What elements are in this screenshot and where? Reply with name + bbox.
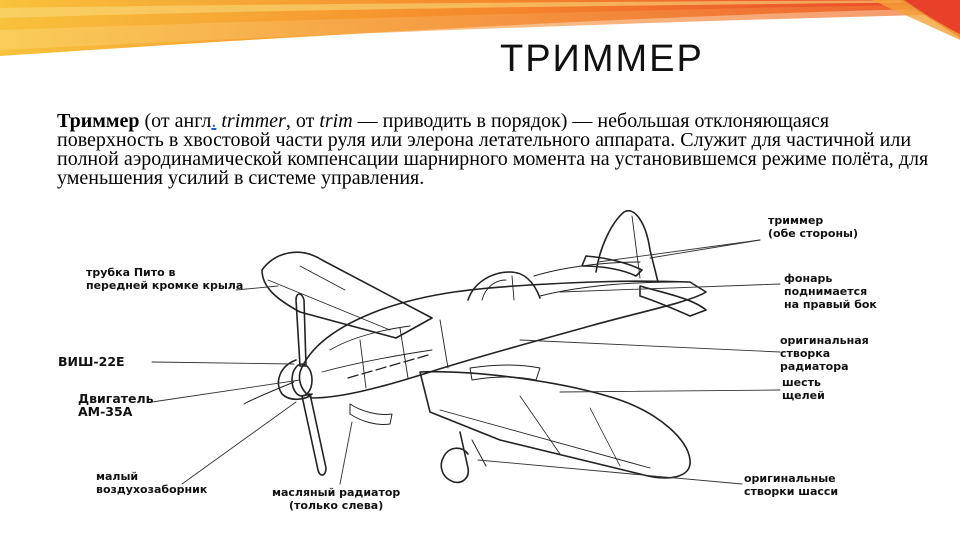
label-line: створки шасси xyxy=(744,485,839,498)
label-line: Двигатель xyxy=(78,391,154,406)
label-engine xyxy=(78,392,154,418)
label-line: на правый бок xyxy=(784,298,877,311)
fuselage xyxy=(300,281,707,398)
propeller-blade-top xyxy=(296,294,306,366)
label-line: оригинальные xyxy=(744,472,836,485)
horizontal-stabilizer xyxy=(640,286,706,316)
label-line: воздухозаборник xyxy=(96,483,208,496)
term: Триммер xyxy=(57,110,140,132)
vertical-tail xyxy=(596,211,658,282)
label-line: (обе стороны) xyxy=(768,227,859,240)
label-radiator-flap xyxy=(780,334,869,373)
label-air-intake xyxy=(96,470,207,496)
label-line: ВИШ-22Е xyxy=(58,354,125,369)
slide-title: ТРИММЕР xyxy=(500,38,704,80)
label-propeller xyxy=(58,355,125,368)
label-line: трубка Пито в xyxy=(86,266,176,279)
english-term: trimmer xyxy=(221,110,286,132)
propeller-blade-bottom xyxy=(302,394,326,475)
label-line: АМ-35А xyxy=(78,404,133,419)
definition-paragraph xyxy=(57,112,932,188)
label-pitot xyxy=(86,266,243,292)
right-wing xyxy=(420,372,690,478)
english-root: trim xyxy=(319,110,353,132)
label-line: шесть xyxy=(782,376,821,389)
label-canopy xyxy=(784,272,877,311)
label-trimmer xyxy=(768,214,858,240)
oil-radiator xyxy=(350,404,392,425)
label-line: поднимается xyxy=(784,285,868,298)
text-part: , от xyxy=(285,110,320,132)
label-gear-doors xyxy=(744,472,838,498)
label-line: (только слева) xyxy=(288,499,384,512)
label-line: малый xyxy=(96,470,139,483)
label-line: передней кромке крыла xyxy=(86,279,244,292)
text-part: (от англ xyxy=(139,110,212,132)
label-slots xyxy=(782,376,825,402)
label-line: створка xyxy=(780,347,831,360)
label-line: фонарь xyxy=(784,272,833,285)
label-line: щелей xyxy=(782,389,825,402)
label-line: масляный радиатор xyxy=(272,486,401,499)
link-dot[interactable]: . xyxy=(211,110,217,132)
landing-gear xyxy=(441,432,468,482)
label-line: оригинальная xyxy=(780,334,869,347)
label-oil-radiator xyxy=(272,486,400,512)
text-part: — приводить в порядок) — небольшая отклоняющаяся поверхность в хвостовой части руля или элерона летательного аппарата. Служит для частичной или полной аэродинамической компенсации шарнирного момента на установившемся режиме полёта, для уменьшения усилий в системе управления. xyxy=(57,110,929,189)
label-line: радиатора xyxy=(780,360,849,373)
label-line: триммер xyxy=(768,214,824,227)
